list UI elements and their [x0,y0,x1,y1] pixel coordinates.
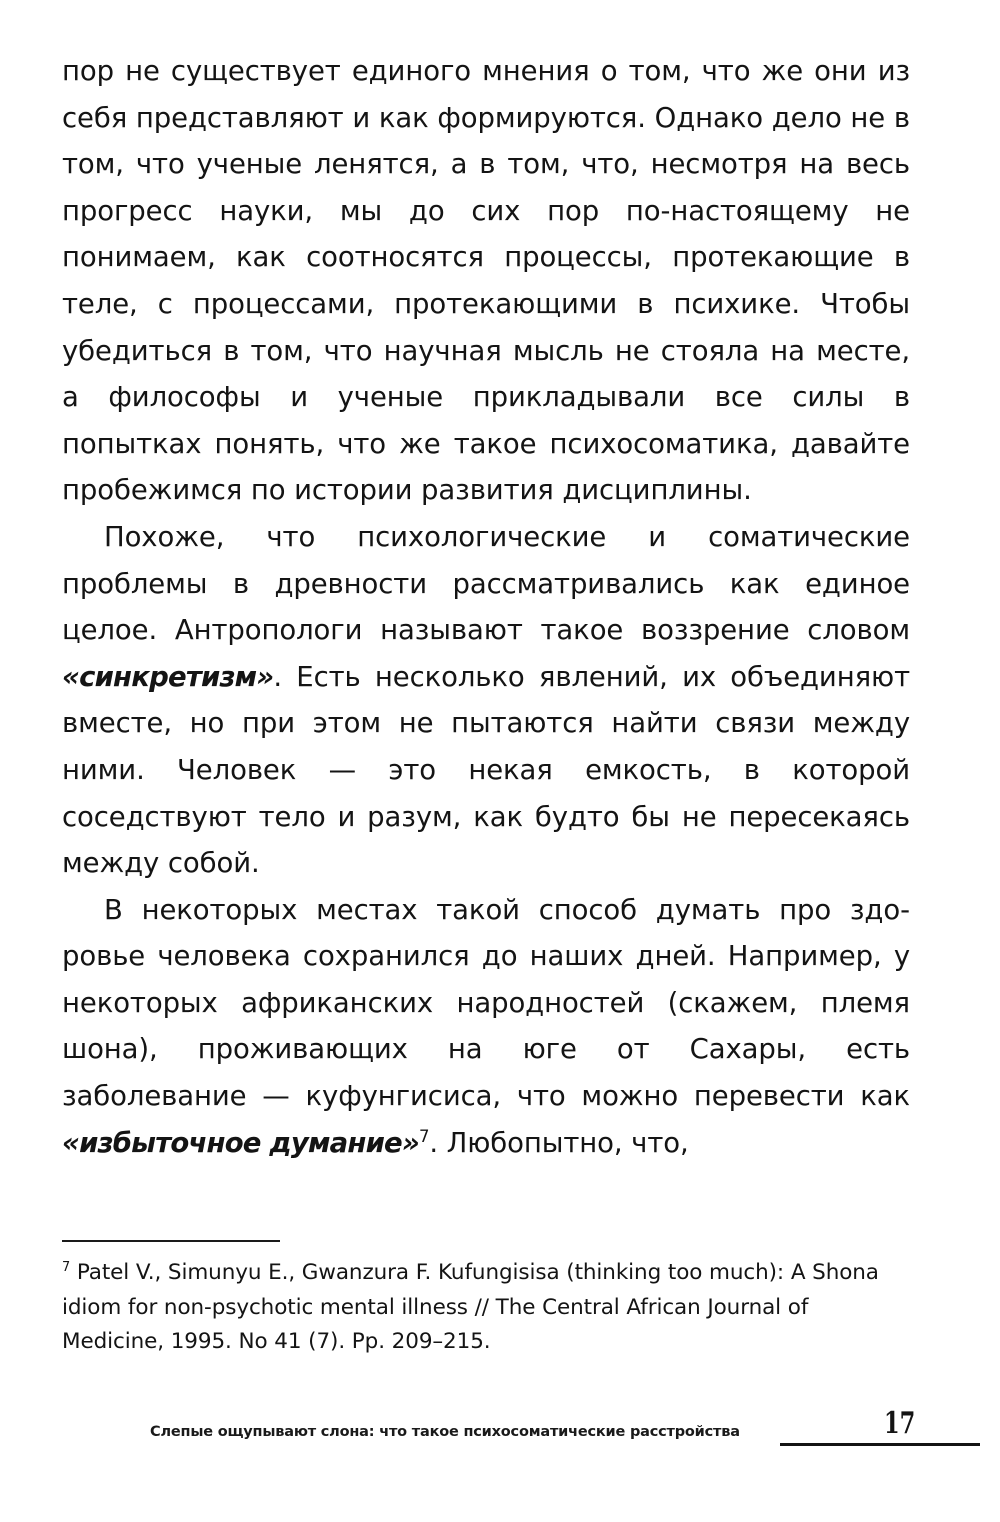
paragraph-1-text: пор не существует единого мнения о том, что же они из себя представляют и как формируются. Однако дело не в том, что ученые ленятся, а в том, что, несмотря на весь прогресс науки, мы до сих пор по-настоящему не понимаем, как соотносятся процессы, протекающие в теле, с процессами, протекающими в психике. Чтобы убедиться в том, что научная мысль не стояла на месте, а философы и ученые прикладывали все силы в попытках понять, что же такое психосоматика, давайте пробежимся по истории развития дисциплины. [62,55,910,507]
footnote-divider [62,1240,280,1242]
paragraph-2 [62,514,910,887]
paragraph-3 [62,887,910,1167]
page-number: 17 [884,1406,916,1441]
footnote [62,1256,912,1360]
highlighted-term-excessive-thinking: «избыточное думание» [62,1126,419,1159]
footnote-text: Patel V., Simunyu E., Gwanzura F. Kufungisisa (thinking too much): A Shona idiom for non-psychotic mental illness // The Central African Journal of Medicine, 1995. No 41 (7). Pp. 209–215. [62,1260,879,1354]
paragraph-3-text-b: . Любопытно, что, [429,1126,689,1159]
footnote-reference: 7 [418,1126,430,1146]
running-footer-title: Слепые ощупывают слона: что такое психосоматические расстройства [150,1424,740,1440]
footer-divider [780,1443,980,1446]
paragraph-2-text-a: Похоже, что психологические и соматические проблемы в древности рассматривались как единое целое. Антропологи называют такое воззрение словом [62,520,910,647]
paragraph-2-text-b: . Есть несколько явлений, их объединяют вместе, но при этом не пытаются найти связи между ними. Человек — это некая емкость, в которой соседствуют тело и разум, как будто бы не пересекаясь между собой. [62,660,910,880]
paragraph-3-text-a: В некоторых местах такой способ думать про здоровье человека сохранился до наших дней. Например, у некоторых африканских народностей (скажем, племя шона), проживающих на юге от Сахары, есть заболевание — куфунгисиса, что можно перевести как [62,893,910,1113]
highlighted-term-syncretism: «синкретизм» [62,660,274,693]
footnote-marker: 7 [62,1259,71,1275]
main-text [62,48,910,1166]
paragraph-1 [62,48,910,514]
